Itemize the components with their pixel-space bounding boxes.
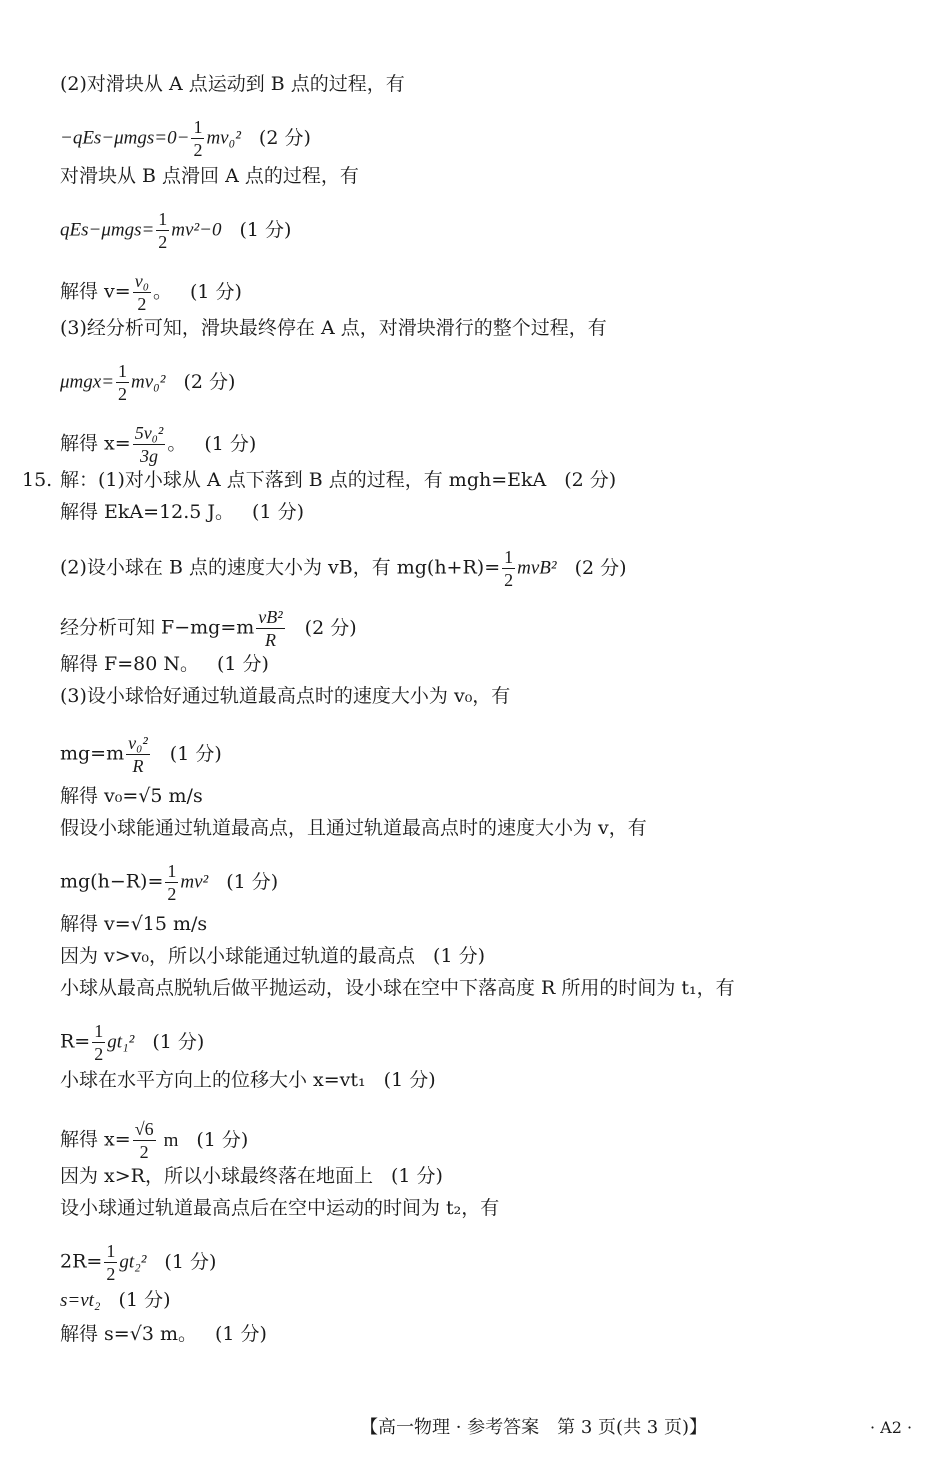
q15-line2: 解得 EkA=12.5 J。 (1 分) (60, 501, 304, 523)
score: (1 分) (204, 432, 257, 455)
score: (2 分) (564, 469, 617, 491)
q15-part3d: mg(h−R)= $\frac{1}{2}$ mv² (1 分) (60, 861, 279, 904)
score: (1 分) (216, 653, 269, 675)
page-footer: 【高一物理 · 参考答案 第 3 页(共 3 页)】 (360, 1417, 707, 1438)
equation-1 (60, 116, 311, 161)
eq1-right: mv₀² (206, 127, 241, 149)
q15-part2: (2)设小球在 B 点的速度大小为 vB，有 mg(h+R)= $\frac{1}{2}$ mvB² (2 分) (60, 547, 627, 590)
score: (1 分) (433, 945, 486, 967)
score: (2 分) (574, 556, 627, 579)
q15-part3m: 2R= $\frac{1}{2}$ gt₂² (1 分) (60, 1241, 217, 1284)
q15-part3a: mg=m $\frac{\text{v₀²}}{R}$ (1 分) (60, 733, 222, 776)
q15-part2b: 经分析可知 F−mg=m $\frac{\text{vB²}}{R}$ (2 分) (60, 607, 357, 650)
fraction: $\frac{1}{2}$ (504, 547, 514, 590)
q15-part3g: 小球从最高点脱轨后做平抛运动，设小球在空中下落高度 R 所用的时间为 t₁，有 (60, 977, 735, 999)
eq2-fraction: $\frac{1}{2}$ (158, 209, 168, 252)
score: (2 分) (304, 616, 357, 639)
q15-part3f: 因为 v>v₀，所以小球能通过轨道的最高点 (1 分) (60, 945, 486, 967)
q15-part3e: 解得 v=√15 m/s (60, 913, 208, 935)
score: (1 分) (164, 1250, 217, 1273)
q15-part3n: s=vt₂ (1 分) (60, 1289, 171, 1311)
q15-part3j: 解得 x= $\frac{√6}{2}$ m (1 分) (60, 1119, 249, 1162)
question-number: 15. (22, 469, 53, 491)
fraction: $\frac{1}{2}$ (94, 1021, 104, 1064)
q15-part3h: R= $\frac{1}{2}$ gt₁² (1 分) (60, 1021, 205, 1064)
q15-part3c: 假设小球能通过轨道最高点，且通过轨道最高点时的速度大小为 v，有 (60, 817, 647, 839)
fraction: $\frac{\text{v₀²}}{R}$ (128, 733, 148, 776)
solution-x: 解得 x= $\frac{\text{5v₀²}}{3g}$ 。 (1 分) (60, 423, 257, 466)
score: (1 分) (252, 501, 304, 523)
q15-line1: 解：(1)对小球从 A 点下落到 B 点的过程，有 mgh=EkA (2 分) (60, 469, 617, 491)
equation-3: μmgx= $\frac{1}{2}$ mv₀² (2 分) (60, 361, 236, 404)
score: (1 分) (390, 1165, 443, 1187)
score: (1 分) (152, 1030, 205, 1053)
q15-part3i: 小球在水平方向上的位移大小 x=vt₁ (1 分) (60, 1069, 436, 1091)
q15-part3l: 设小球通过轨道最高点后在空中运动的时间为 t₂，有 (60, 1197, 500, 1219)
score: (1 分) (118, 1289, 171, 1311)
sol-v-fraction: $\frac{\text{v₀}}{2}$ (134, 271, 149, 314)
line-back: 对滑块从 B 点滑回 A 点的过程，有 (60, 165, 359, 187)
score: (2 分) (183, 370, 236, 393)
q15-part3b: 解得 v₀=√5 m/s (60, 785, 203, 807)
fraction: $\frac{1}{2}$ (106, 1241, 116, 1284)
sol-x-fraction: $\frac{\text{5v₀²}}{3g}$ (134, 423, 164, 466)
eq3-fraction: $\frac{1}{2}$ (118, 361, 128, 404)
score: (1 分) (383, 1069, 436, 1091)
eq1-fraction: $\frac{1}{2}$ (193, 117, 203, 160)
fraction: $\frac{1}{2}$ (167, 861, 177, 904)
score: (1 分) (189, 280, 242, 303)
score: (1 分) (226, 870, 279, 893)
equation-2: qEs−μmgs= $\frac{1}{2}$ mv²−0 (1 分) (60, 209, 292, 252)
q15-part3o: 解得 s=√3 m。 (1 分) (60, 1323, 267, 1345)
score: (1 分) (214, 1323, 267, 1345)
fraction: $\frac{√6}{2}$ (134, 1119, 154, 1162)
fraction: $\frac{\text{vB²}}{R}$ (258, 607, 283, 650)
score: (1 分) (196, 1128, 249, 1151)
page-code: · A2 · (870, 1418, 913, 1437)
part2-title: (2)对滑块从 A 点运动到 B 点的过程，有 (60, 73, 405, 95)
score: (2 分) (258, 126, 311, 149)
score: (1 分) (169, 742, 222, 765)
q15-part2c: 解得 F=80 N。 (1 分) (60, 653, 269, 675)
part3-title: (3)经分析可知，滑块最终停在 A 点，对滑块滑行的整个过程，有 (60, 317, 607, 339)
score: (1 分) (239, 218, 292, 241)
q15-part3-title: (3)设小球恰好通过轨道最高点时的速度大小为 v₀，有 (60, 685, 511, 707)
q15-part3k: 因为 x>R，所以小球最终落在地面上 (1 分) (60, 1165, 443, 1187)
eq1-left: −qEs−μmgs=0− (60, 127, 190, 149)
solution-v: 解得 v= $\frac{\text{v₀}}{2}$ 。 (1 分) (60, 271, 242, 314)
